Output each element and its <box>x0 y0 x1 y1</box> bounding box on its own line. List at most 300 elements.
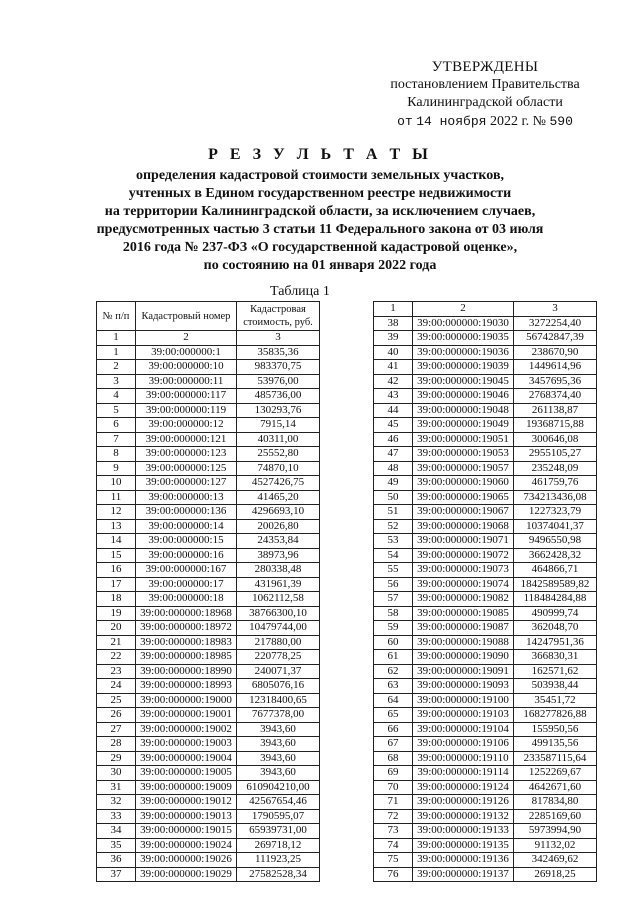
table-row <box>97 722 320 737</box>
row-number: 61 <box>374 650 413 665</box>
row-number: 45 <box>374 418 413 433</box>
approval-from: от <box>397 114 413 129</box>
row-number: 66 <box>374 722 413 737</box>
cadastral-number: 39:00:000000:1 <box>136 345 237 360</box>
table-row <box>374 331 597 346</box>
row-number: 44 <box>374 403 413 418</box>
cadastral-number: 39:00:000000:19072 <box>413 548 514 563</box>
table-row <box>97 635 320 650</box>
row-number: 38 <box>374 316 413 331</box>
cadastral-number: 39:00:000000:19133 <box>413 824 514 839</box>
table-row <box>374 621 597 636</box>
table-row <box>97 867 320 882</box>
table-row <box>97 592 320 607</box>
cadastral-value: 610904210,00 <box>237 780 320 795</box>
table-header-row <box>97 302 320 331</box>
cadastral-number: 39:00:000000:19036 <box>413 345 514 360</box>
cadastral-number: 39:00:000000:19015 <box>136 824 237 839</box>
cadastral-value: 3943,60 <box>237 737 320 752</box>
row-number: 17 <box>97 577 136 592</box>
cadastral-value: 1790595,07 <box>237 809 320 824</box>
cadastral-number: 39:00:000000:19124 <box>413 780 514 795</box>
cadastral-value: 19368715,88 <box>514 418 597 433</box>
row-number: 53 <box>374 534 413 549</box>
table-row <box>374 389 597 404</box>
table-row <box>97 519 320 534</box>
table-row <box>374 316 597 331</box>
cadastral-value: 6805076,16 <box>237 679 320 694</box>
cadastral-value: 14247951,36 <box>514 635 597 650</box>
row-number: 22 <box>97 650 136 665</box>
table-row <box>97 345 320 360</box>
row-number: 29 <box>97 751 136 766</box>
row-number: 72 <box>374 809 413 824</box>
row-number: 2 <box>97 360 136 375</box>
row-number: 11 <box>97 490 136 505</box>
row-number: 5 <box>97 403 136 418</box>
cadastral-number: 39:00:000000:19013 <box>136 809 237 824</box>
cadastral-value: 220778,25 <box>237 650 320 665</box>
table-row <box>374 476 597 491</box>
table-row <box>374 780 597 795</box>
cadastral-value: 817834,80 <box>514 795 597 810</box>
row-number: 55 <box>374 563 413 578</box>
cadastral-number: 39:00:000000:119 <box>136 403 237 418</box>
table-row <box>97 447 320 462</box>
cadastral-number: 39:00:000000:13 <box>136 490 237 505</box>
document-heading <box>60 145 580 275</box>
cadastral-number: 39:00:000000:167 <box>136 563 237 578</box>
cadastral-value: 155950,56 <box>514 722 597 737</box>
cadastral-number: 39:00:000000:19002 <box>136 722 237 737</box>
table-row <box>374 853 597 868</box>
cadastral-number: 39:00:000000:19005 <box>136 766 237 781</box>
row-number: 27 <box>97 722 136 737</box>
table-row <box>374 838 597 853</box>
subtitle-line: определения кадастровой стоимости земельных участков, <box>135 168 505 183</box>
index-cell: 2 <box>413 302 514 317</box>
cadastral-value: 35451,72 <box>514 693 597 708</box>
row-number: 32 <box>97 795 136 810</box>
row-number: 56 <box>374 577 413 592</box>
cadastral-value: 25552,80 <box>237 447 320 462</box>
subtitle-line: 2016 года № 237-ФЗ «О государственной кадастровой оценке», <box>122 240 518 255</box>
table-row <box>374 722 597 737</box>
cadastral-number: 39:00:000000:19051 <box>413 432 514 447</box>
cadastral-number: 39:00:000000:123 <box>136 447 237 462</box>
table-row <box>374 345 597 360</box>
cadastral-value: 1842589589,82 <box>514 577 597 592</box>
cadastral-value: 9496550,98 <box>514 534 597 549</box>
row-number: 54 <box>374 548 413 563</box>
cadastral-value: 3943,60 <box>237 766 320 781</box>
table-row <box>97 418 320 433</box>
row-number: 26 <box>97 708 136 723</box>
cadastral-value: 56742847,39 <box>514 331 597 346</box>
header-cadastral-value: Кадастровая стоимость, руб. <box>237 302 320 331</box>
cadastral-number: 39:00:000000:19060 <box>413 476 514 491</box>
cadastral-number: 39:00:000000:19071 <box>413 534 514 549</box>
cadastral-value: 10479744,00 <box>237 621 320 636</box>
table-row <box>374 534 597 549</box>
row-number: 33 <box>97 809 136 824</box>
cadastral-value: 24353,84 <box>237 534 320 549</box>
row-number: 48 <box>374 461 413 476</box>
table-row <box>97 809 320 824</box>
table-row <box>97 795 320 810</box>
cadastral-value: 261138,87 <box>514 403 597 418</box>
cadastral-number: 39:00:000000:19088 <box>413 635 514 650</box>
subtitle-line: на территории Калининградской области, за исключением случаев, <box>104 204 536 219</box>
table-row <box>97 679 320 694</box>
row-number: 75 <box>374 853 413 868</box>
cadastral-value: 3272254,40 <box>514 316 597 331</box>
table-row <box>97 548 320 563</box>
table-row <box>374 461 597 476</box>
cadastral-value: 1449614,96 <box>514 360 597 375</box>
table-row <box>374 592 597 607</box>
cadastral-number: 39:00:000000:19103 <box>413 708 514 723</box>
row-number: 18 <box>97 592 136 607</box>
cadastral-number: 39:00:000000:19045 <box>413 374 514 389</box>
row-number: 36 <box>97 853 136 868</box>
cadastral-value: 74870,10 <box>237 461 320 476</box>
subtitle-line: учтенных в Едином государственном реестре недвижимости <box>128 186 512 201</box>
row-number: 10 <box>97 476 136 491</box>
table-row <box>97 838 320 853</box>
table-row <box>374 577 597 592</box>
table-row <box>97 461 320 476</box>
row-number: 12 <box>97 505 136 520</box>
subtitle-line: предусмотренных частью 3 статьи 11 Федерального закона от 03 июля <box>96 222 544 237</box>
row-number: 37 <box>97 867 136 882</box>
row-number: 23 <box>97 664 136 679</box>
row-number: 13 <box>97 519 136 534</box>
table-row <box>97 621 320 636</box>
row-number: 59 <box>374 621 413 636</box>
row-number: 34 <box>97 824 136 839</box>
table-row <box>374 432 597 447</box>
row-number: 74 <box>374 838 413 853</box>
cadastral-number: 39:00:000000:18985 <box>136 650 237 665</box>
table-row <box>97 505 320 520</box>
table-row <box>97 389 320 404</box>
cadastral-value: 3457695,36 <box>514 374 597 389</box>
table-row <box>374 737 597 752</box>
cadastral-value: 1227323,79 <box>514 505 597 520</box>
row-number: 50 <box>374 490 413 505</box>
table-row <box>374 563 597 578</box>
cadastral-number: 39:00:000000:19068 <box>413 519 514 534</box>
cadastral-number: 39:00:000000:19110 <box>413 751 514 766</box>
row-number: 24 <box>97 679 136 694</box>
cadastral-value: 2285169,60 <box>514 809 597 824</box>
cadastral-value: 3662428,32 <box>514 548 597 563</box>
approval-title: УТВЕРЖДЕНЫ <box>431 59 539 75</box>
cadastral-number: 39:00:000000:19136 <box>413 853 514 868</box>
cadastral-number: 39:00:000000:19106 <box>413 737 514 752</box>
row-number: 69 <box>374 766 413 781</box>
table-row <box>374 867 597 882</box>
cadastral-value: 27582528,34 <box>237 867 320 882</box>
table-row <box>374 548 597 563</box>
row-number: 52 <box>374 519 413 534</box>
row-number: 9 <box>97 461 136 476</box>
row-number: 76 <box>374 867 413 882</box>
cadastral-number: 39:00:000000:19082 <box>413 592 514 607</box>
table-caption: Таблица 1 <box>270 284 330 299</box>
row-number: 67 <box>374 737 413 752</box>
table-row <box>97 476 320 491</box>
cadastral-value: 2955105,27 <box>514 447 597 462</box>
table-row <box>374 708 597 723</box>
cadastral-value: 503938,44 <box>514 679 597 694</box>
table-row <box>97 606 320 621</box>
cadastral-number: 39:00:000000:19026 <box>136 853 237 868</box>
row-number: 41 <box>374 360 413 375</box>
row-number: 58 <box>374 606 413 621</box>
cadastral-value: 162571,62 <box>514 664 597 679</box>
cadastral-value: 65939731,00 <box>237 824 320 839</box>
cadastral-value: 235248,09 <box>514 461 597 476</box>
table-row <box>374 360 597 375</box>
cadastral-value: 238670,90 <box>514 345 597 360</box>
cadastral-number: 39:00:000000:17 <box>136 577 237 592</box>
cadastral-number: 39:00:000000:16 <box>136 548 237 563</box>
approval-region: Калининградской области <box>407 95 563 110</box>
table-row <box>374 447 597 462</box>
row-number: 1 <box>97 345 136 360</box>
cadastral-value: 118484284,88 <box>514 592 597 607</box>
cadastral-number: 39:00:000000:19035 <box>413 331 514 346</box>
cadastral-number: 39:00:000000:19000 <box>136 693 237 708</box>
cadastral-value: 240071,37 <box>237 664 320 679</box>
table-row <box>97 403 320 418</box>
cadastral-value: 3943,60 <box>237 722 320 737</box>
cadastral-value: 217880,00 <box>237 635 320 650</box>
table-row <box>374 418 597 433</box>
cadastral-value: 40311,00 <box>237 432 320 447</box>
cadastral-value: 2768374,40 <box>514 389 597 404</box>
cadastral-number: 39:00:000000:127 <box>136 476 237 491</box>
row-number: 6 <box>97 418 136 433</box>
cadastral-number: 39:00:000000:19009 <box>136 780 237 795</box>
row-number: 16 <box>97 563 136 578</box>
row-number: 3 <box>97 374 136 389</box>
table-row <box>374 635 597 650</box>
subtitle-line: по состоянию на 01 января 2022 года <box>203 258 437 273</box>
row-number: 46 <box>374 432 413 447</box>
document-subtitle <box>60 167 580 275</box>
cadastral-number: 39:00:000000:19100 <box>413 693 514 708</box>
header-number: № п/п <box>97 302 136 331</box>
cadastral-number: 39:00:000000:19135 <box>413 838 514 853</box>
row-number: 62 <box>374 664 413 679</box>
cadastral-value: 734213436,08 <box>514 490 597 505</box>
cadastral-value: 269718,12 <box>237 838 320 853</box>
row-number: 73 <box>374 824 413 839</box>
cadastral-number: 39:00:000000:19053 <box>413 447 514 462</box>
cadastral-number: 39:00:000000:18968 <box>136 606 237 621</box>
cadastral-number: 39:00:000000:19073 <box>413 563 514 578</box>
row-number: 4 <box>97 389 136 404</box>
cadastral-number: 39:00:000000:19067 <box>413 505 514 520</box>
index-cell: 1 <box>374 302 413 317</box>
cadastral-number: 39:00:000000:18972 <box>136 621 237 636</box>
row-number: 21 <box>97 635 136 650</box>
cadastral-number: 39:00:000000:18983 <box>136 635 237 650</box>
table-row <box>97 563 320 578</box>
cadastral-number: 39:00:000000:19004 <box>136 751 237 766</box>
table-row <box>374 650 597 665</box>
table-index-row <box>374 302 597 317</box>
cadastral-number: 39:00:000000:19029 <box>136 867 237 882</box>
cadastral-number: 39:00:000000:12 <box>136 418 237 433</box>
cadastral-value: 5973994,90 <box>514 824 597 839</box>
cadastral-table-right <box>373 301 597 882</box>
cadastral-number: 39:00:000000:125 <box>136 461 237 476</box>
index-cell: 1 <box>97 331 136 346</box>
cadastral-number: 39:00:000000:19048 <box>413 403 514 418</box>
row-number: 47 <box>374 447 413 462</box>
cadastral-number: 39:00:000000:15 <box>136 534 237 549</box>
cadastral-value: 1062112,58 <box>237 592 320 607</box>
cadastral-value: 431961,39 <box>237 577 320 592</box>
table-row <box>97 664 320 679</box>
cadastral-number: 39:00:000000:19001 <box>136 708 237 723</box>
approval-authority: постановлением Правительства <box>390 77 580 92</box>
row-number: 25 <box>97 693 136 708</box>
table-row <box>97 693 320 708</box>
row-number: 57 <box>374 592 413 607</box>
row-number: 30 <box>97 766 136 781</box>
cadastral-number: 39:00:000000:19093 <box>413 679 514 694</box>
cadastral-number: 39:00:000000:11 <box>136 374 237 389</box>
table-row <box>97 490 320 505</box>
table-row <box>374 505 597 520</box>
cadastral-value: 300646,08 <box>514 432 597 447</box>
cadastral-number: 39:00:000000:19114 <box>413 766 514 781</box>
cadastral-value: 485736,00 <box>237 389 320 404</box>
table-row <box>374 519 597 534</box>
cadastral-number: 39:00:000000:117 <box>136 389 237 404</box>
row-number: 64 <box>374 693 413 708</box>
row-number: 35 <box>97 838 136 853</box>
cadastral-number: 39:00:000000:14 <box>136 519 237 534</box>
cadastral-value: 464866,71 <box>514 563 597 578</box>
cadastral-number: 39:00:000000:19132 <box>413 809 514 824</box>
document-title: Р Е З У Л Ь Т А Т Ы <box>208 146 432 163</box>
table-row <box>374 606 597 621</box>
cadastral-number: 39:00:000000:19012 <box>136 795 237 810</box>
header-cadastral-number: Кадастровый номер <box>136 302 237 331</box>
cadastral-value: 461759,76 <box>514 476 597 491</box>
approval-date-line <box>360 113 610 131</box>
cadastral-value: 1252269,67 <box>514 766 597 781</box>
table-row <box>374 751 597 766</box>
cadastral-value: 7677378,00 <box>237 708 320 723</box>
approval-date: 14 ноября <box>416 114 487 129</box>
cadastral-value: 91132,02 <box>514 838 597 853</box>
row-number: 71 <box>374 795 413 810</box>
approval-year: 2022 г. № <box>489 114 546 129</box>
cadastral-number: 39:00:000000:18 <box>136 592 237 607</box>
row-number: 14 <box>97 534 136 549</box>
table-row <box>374 664 597 679</box>
cadastral-value: 342469,62 <box>514 853 597 868</box>
cadastral-number: 39:00:000000:19039 <box>413 360 514 375</box>
cadastral-number: 39:00:000000:19090 <box>413 650 514 665</box>
row-number: 42 <box>374 374 413 389</box>
table-row <box>97 751 320 766</box>
row-number: 8 <box>97 447 136 462</box>
cadastral-number: 39:00:000000:19087 <box>413 621 514 636</box>
cadastral-number: 39:00:000000:18990 <box>136 664 237 679</box>
cadastral-number: 39:00:000000:19091 <box>413 664 514 679</box>
table-row <box>374 374 597 389</box>
cadastral-value: 4527426,75 <box>237 476 320 491</box>
index-cell: 3 <box>237 331 320 346</box>
cadastral-value: 20026,80 <box>237 519 320 534</box>
table-row <box>374 679 597 694</box>
cadastral-value: 233587115,64 <box>514 751 597 766</box>
cadastral-value: 26918,25 <box>514 867 597 882</box>
cadastral-value: 10374041,37 <box>514 519 597 534</box>
table-row <box>97 374 320 389</box>
cadastral-value: 53976,00 <box>237 374 320 389</box>
index-cell: 2 <box>136 331 237 346</box>
cadastral-number: 39:00:000000:19065 <box>413 490 514 505</box>
row-number: 60 <box>374 635 413 650</box>
cadastral-value: 38766300,10 <box>237 606 320 621</box>
table-index-row <box>97 331 320 346</box>
approval-stamp <box>360 58 610 131</box>
cadastral-value: 35835,36 <box>237 345 320 360</box>
cadastral-number: 39:00:000000:18993 <box>136 679 237 694</box>
row-number: 70 <box>374 780 413 795</box>
cadastral-value: 7915,14 <box>237 418 320 433</box>
table-row <box>374 693 597 708</box>
row-number: 49 <box>374 476 413 491</box>
table-row <box>97 780 320 795</box>
table-row <box>374 403 597 418</box>
table-row <box>374 795 597 810</box>
cadastral-value: 42567654,46 <box>237 795 320 810</box>
row-number: 68 <box>374 751 413 766</box>
cadastral-number: 39:00:000000:19024 <box>136 838 237 853</box>
table-row <box>374 490 597 505</box>
table-row <box>97 824 320 839</box>
table-row <box>97 737 320 752</box>
row-number: 31 <box>97 780 136 795</box>
approval-number: 590 <box>549 114 573 129</box>
row-number: 65 <box>374 708 413 723</box>
cadastral-value: 366830,31 <box>514 650 597 665</box>
cadastral-table-left <box>96 301 320 882</box>
table-row <box>97 577 320 592</box>
row-number: 28 <box>97 737 136 752</box>
cadastral-value: 3943,60 <box>237 751 320 766</box>
table-row <box>97 853 320 868</box>
cadastral-number: 39:00:000000:19126 <box>413 795 514 810</box>
cadastral-value: 12318400,65 <box>237 693 320 708</box>
cadastral-number: 39:00:000000:121 <box>136 432 237 447</box>
table-row <box>97 650 320 665</box>
row-number: 39 <box>374 331 413 346</box>
cadastral-value: 499135,56 <box>514 737 597 752</box>
cadastral-number: 39:00:000000:19003 <box>136 737 237 752</box>
row-number: 19 <box>97 606 136 621</box>
